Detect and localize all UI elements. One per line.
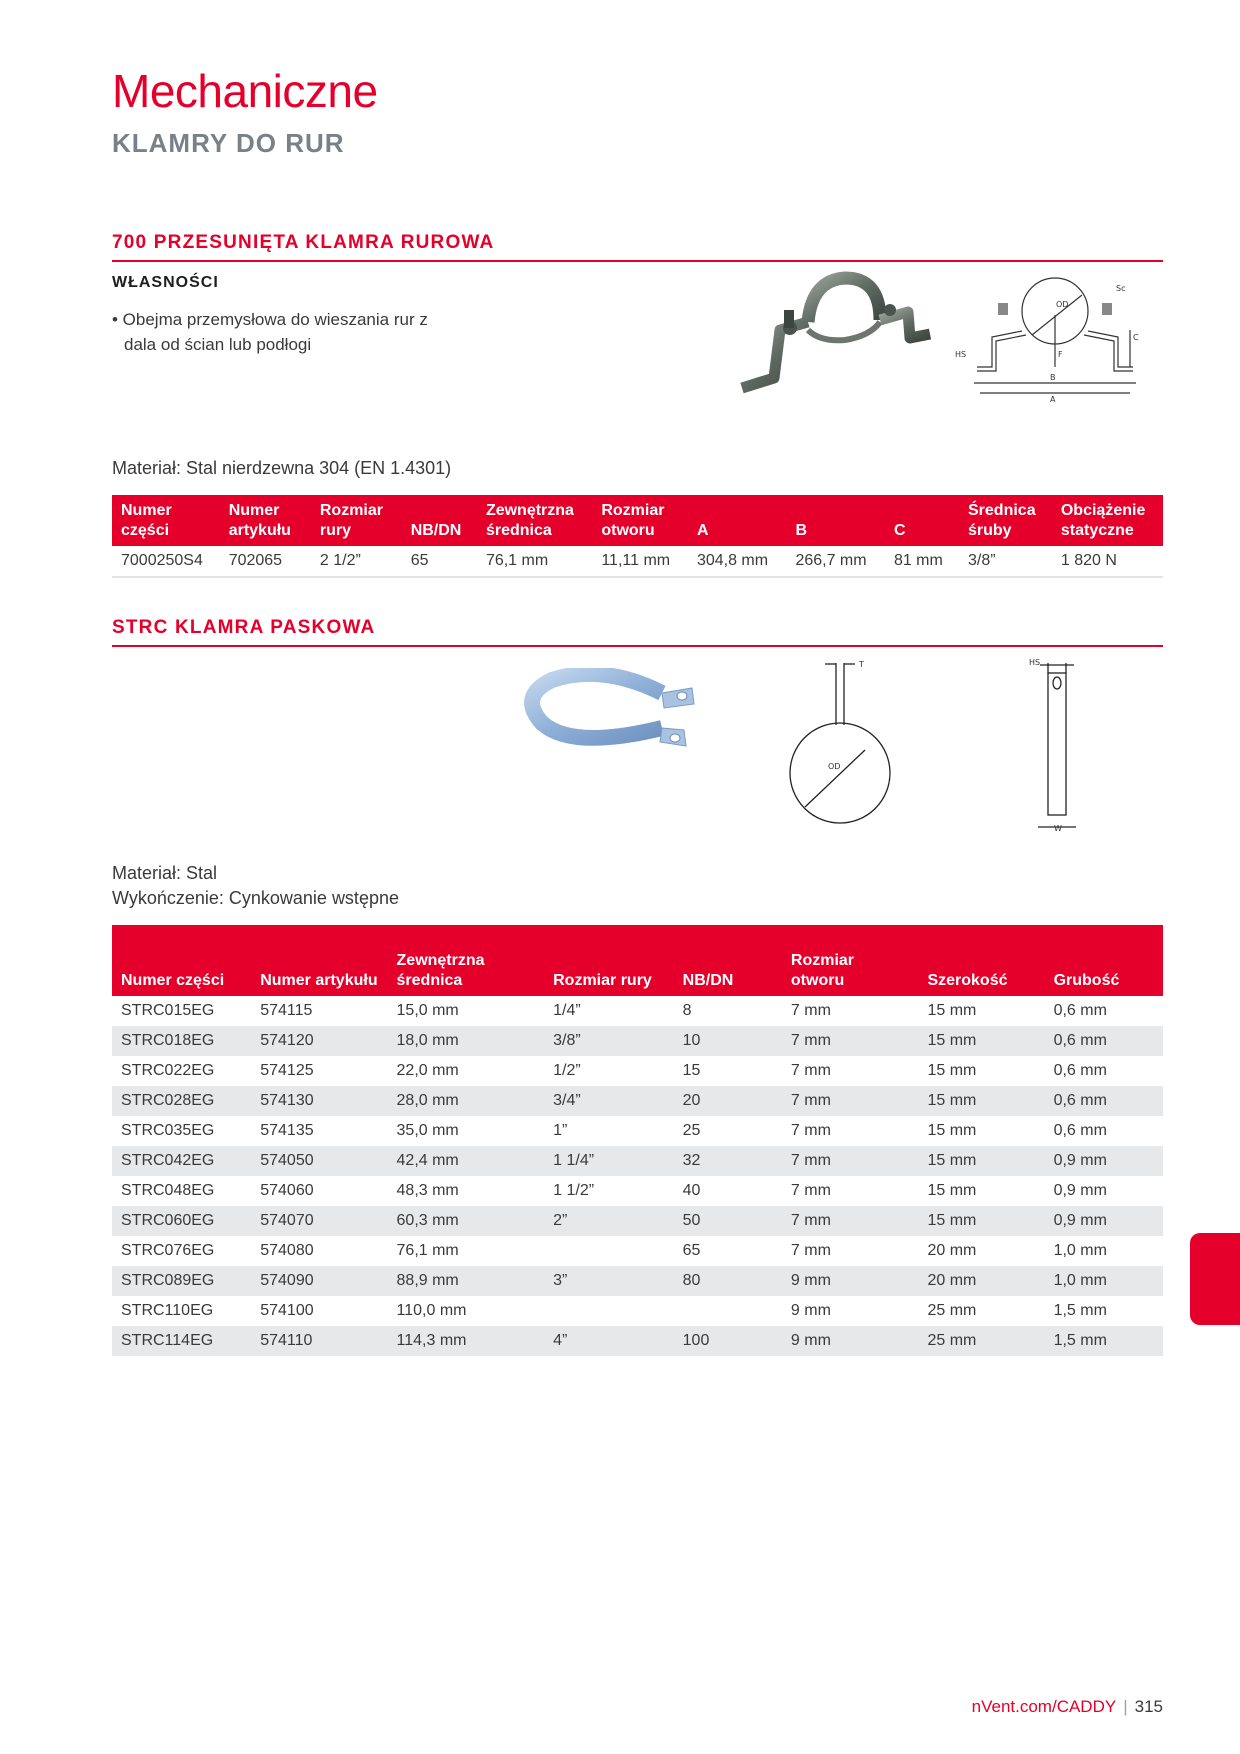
chapter-side-tab bbox=[1190, 1233, 1240, 1325]
drawing-label-c: C bbox=[1133, 333, 1139, 342]
table-cell: 15 mm bbox=[927, 1122, 977, 1139]
table-cell: 1/4” bbox=[553, 1002, 581, 1019]
table-cell: 76,1 mm bbox=[477, 546, 592, 577]
table-cell: 76,1 mm bbox=[396, 1242, 459, 1259]
spec-table-strc bbox=[112, 925, 1163, 1356]
table-cell: 100 bbox=[674, 1326, 782, 1356]
table-cell: 60,3 mm bbox=[388, 1206, 545, 1236]
table-row bbox=[112, 1116, 1163, 1146]
table-cell: 3/4” bbox=[544, 1086, 674, 1116]
drawing-label-t: T bbox=[859, 660, 864, 669]
table-cell: STRC048EG bbox=[121, 1182, 215, 1199]
column-header-line: Rozmiar otworu bbox=[790, 952, 855, 989]
column-header bbox=[112, 495, 220, 546]
table-cell: 574130 bbox=[251, 1086, 387, 1116]
table-cell: 266,7 mm bbox=[786, 546, 885, 577]
column-header-line: Szerokość bbox=[927, 972, 1008, 989]
table-header-row bbox=[112, 925, 1163, 996]
table-cell: STRC060EG bbox=[112, 1206, 251, 1236]
column-header bbox=[544, 925, 674, 996]
table-cell: 3” bbox=[544, 1266, 674, 1296]
column-header-line: Rozmiar bbox=[319, 502, 383, 519]
table-cell: 574125 bbox=[260, 1062, 314, 1079]
column-header-line: Numer bbox=[121, 502, 172, 519]
table-cell: 1,0 mm bbox=[1053, 1242, 1107, 1259]
table-cell: STRC018EG bbox=[112, 1026, 251, 1056]
column-header-line: statyczne bbox=[1060, 522, 1134, 539]
table-cell: 25 mm bbox=[918, 1326, 1044, 1356]
table-cell bbox=[544, 1296, 674, 1326]
drawing-label-f: F bbox=[1058, 350, 1063, 359]
column-header bbox=[885, 495, 959, 546]
column-header bbox=[1052, 495, 1163, 546]
page-title: Mechaniczne bbox=[112, 65, 378, 117]
column-header bbox=[786, 495, 885, 546]
table-cell: STRC042EG bbox=[112, 1146, 251, 1176]
column-header-line: NB/DN bbox=[410, 522, 462, 539]
table-cell: 1 820 N bbox=[1052, 546, 1163, 577]
table-cell: 11,11 mm bbox=[592, 546, 688, 577]
table-row bbox=[112, 1326, 1163, 1356]
table-cell: 0,9 mm bbox=[1045, 1146, 1163, 1176]
footer bbox=[972, 1697, 1163, 1717]
table-cell bbox=[674, 1296, 782, 1326]
table-cell: 1/2” bbox=[553, 1062, 581, 1079]
table-row bbox=[112, 1056, 1163, 1086]
column-header bbox=[592, 495, 688, 546]
offset-pipe-clamp-drawing bbox=[950, 275, 1140, 405]
table-cell: 0,6 mm bbox=[1045, 1086, 1163, 1116]
column-header-line: Rozmiar bbox=[601, 502, 665, 519]
table-cell: 574060 bbox=[260, 1182, 314, 1199]
table-cell: 15 mm bbox=[927, 1182, 977, 1199]
table-cell: 702065 bbox=[220, 546, 311, 577]
table-cell: 574100 bbox=[260, 1302, 314, 1319]
table-cell: 20 mm bbox=[927, 1242, 977, 1259]
table-cell: STRC076EG bbox=[121, 1242, 215, 1259]
column-header bbox=[674, 925, 782, 996]
section-heading-strc: STRC KLAMRA PASKOWA bbox=[112, 617, 1163, 647]
table-cell: 15 mm bbox=[918, 1026, 1044, 1056]
table-cell: 7 mm bbox=[790, 1242, 831, 1259]
drawing-label-od: OD bbox=[1056, 300, 1069, 309]
column-header-line: Średnica bbox=[968, 502, 1036, 519]
table-cell: 8 bbox=[682, 1002, 692, 1019]
table-cell: 3/8” bbox=[544, 1026, 674, 1056]
table-row bbox=[112, 996, 1163, 1026]
table-cell: 9 mm bbox=[782, 1326, 919, 1356]
table-cell: 15 bbox=[682, 1062, 701, 1079]
table-cell: 65 bbox=[682, 1242, 701, 1259]
table-cell: 22,0 mm bbox=[396, 1062, 459, 1079]
drawing-label-hs-strc: HS bbox=[1029, 658, 1041, 667]
column-header-line: śruby bbox=[968, 522, 1012, 539]
drawing-label-w: W bbox=[1054, 824, 1062, 833]
table-cell: 2 1/2” bbox=[311, 546, 402, 577]
table-cell: 40 bbox=[682, 1182, 701, 1199]
table-row bbox=[112, 1086, 1163, 1116]
table-row bbox=[112, 1146, 1163, 1176]
table-cell: STRC035EG bbox=[121, 1122, 215, 1139]
column-header-line: rury bbox=[319, 522, 351, 539]
table-cell: STRC089EG bbox=[112, 1266, 251, 1296]
table-cell: 7000250S4 bbox=[112, 546, 220, 577]
column-header-line: C bbox=[893, 522, 906, 539]
table-cell: 114,3 mm bbox=[388, 1326, 545, 1356]
table-cell: 15 mm bbox=[918, 1206, 1044, 1236]
drawing-label-a: A bbox=[1050, 395, 1056, 404]
drawing-label-sc: Sc bbox=[1116, 284, 1126, 293]
table-cell: 7 mm bbox=[790, 1062, 831, 1079]
page-number: 315 bbox=[1134, 1697, 1163, 1716]
column-header bbox=[112, 925, 251, 996]
table-row bbox=[112, 1176, 1163, 1206]
table-cell: 0,9 mm bbox=[1053, 1182, 1107, 1199]
table-cell: 15 mm bbox=[918, 1146, 1044, 1176]
page-subtitle: KLAMRY DO RUR bbox=[112, 128, 345, 158]
table-cell: 574080 bbox=[260, 1242, 314, 1259]
finish-strc: Wykończenie: Cynkowanie wstępne bbox=[112, 888, 399, 908]
table-cell: 574115 bbox=[260, 1002, 313, 1019]
table-cell: 7 mm bbox=[782, 1026, 919, 1056]
table-cell: 48,3 mm bbox=[396, 1182, 459, 1199]
table-cell: STRC022EG bbox=[121, 1062, 215, 1079]
table-cell: 7 mm bbox=[790, 1182, 831, 1199]
column-header-line: Zewnętrzna bbox=[485, 502, 574, 519]
column-header-line: Grubość bbox=[1053, 972, 1120, 989]
table-row bbox=[112, 1236, 1163, 1266]
drawing-label-hs: HS bbox=[955, 350, 967, 359]
table-cell: 1,0 mm bbox=[1045, 1266, 1163, 1296]
table-row bbox=[112, 1296, 1163, 1326]
offset-pipe-clamp-photo bbox=[730, 270, 940, 400]
table-cell: 9 mm bbox=[782, 1266, 919, 1296]
table-cell: 7 mm bbox=[782, 1086, 919, 1116]
strap-clamp-photo bbox=[522, 668, 702, 768]
table-cell: STRC028EG bbox=[112, 1086, 251, 1116]
table-cell: 0,9 mm bbox=[1045, 1206, 1163, 1236]
table-row bbox=[112, 1026, 1163, 1056]
table-cell: STRC114EG bbox=[112, 1326, 251, 1356]
table-cell: 7 mm bbox=[790, 1122, 831, 1139]
column-header-line: A bbox=[696, 522, 709, 539]
drawing-label-b: B bbox=[1050, 373, 1056, 382]
column-header-line: Numer bbox=[228, 502, 280, 519]
table-cell: 20 bbox=[674, 1086, 782, 1116]
table-cell: 574135 bbox=[260, 1122, 314, 1139]
material-700: Materiał: Stal nierdzewna 304 (EN 1.4301) bbox=[112, 458, 452, 478]
table-cell: 574120 bbox=[251, 1026, 387, 1056]
section-heading-700: 700 PRZESUNIĘTA KLAMRA RUROWA bbox=[112, 232, 1163, 262]
table-cell: 1 1/2” bbox=[553, 1182, 595, 1199]
column-header bbox=[688, 495, 787, 546]
table-cell: 9 mm bbox=[790, 1302, 831, 1319]
column-header-line: średnica bbox=[396, 972, 463, 989]
table-cell: 304,8 mm bbox=[688, 546, 787, 577]
table-cell: 574070 bbox=[251, 1206, 387, 1236]
table-cell: 0,6 mm bbox=[1053, 1002, 1107, 1019]
table-cell: 2” bbox=[544, 1206, 674, 1236]
column-header-line: artykułu bbox=[228, 522, 291, 539]
column-header bbox=[959, 495, 1052, 546]
table-cell: 81 mm bbox=[885, 546, 959, 577]
column-header-line: otworu bbox=[601, 522, 655, 539]
table-cell: 574110 bbox=[251, 1326, 387, 1356]
table-cell: 28,0 mm bbox=[388, 1086, 545, 1116]
table-cell: 574090 bbox=[251, 1266, 387, 1296]
column-header-line: części bbox=[121, 522, 170, 539]
properties-label: WŁASNOŚCI bbox=[112, 274, 219, 291]
column-header-line: Obciążenie bbox=[1060, 502, 1146, 519]
table-cell: 65 bbox=[402, 546, 477, 577]
table-cell: 574050 bbox=[251, 1146, 387, 1176]
table-cell: 1,5 mm bbox=[1045, 1326, 1163, 1356]
table-cell: 4” bbox=[544, 1326, 674, 1356]
table-cell: 15,0 mm bbox=[396, 1002, 459, 1019]
table-cell: 32 bbox=[674, 1146, 782, 1176]
table-cell: 88,9 mm bbox=[388, 1266, 545, 1296]
table-cell bbox=[544, 1236, 674, 1266]
table-cell: 50 bbox=[674, 1206, 782, 1236]
table-cell: 1,5 mm bbox=[1053, 1302, 1107, 1319]
table-cell: 1 1/4” bbox=[544, 1146, 674, 1176]
column-header-line: NB/DN bbox=[682, 972, 734, 989]
column-header-line: Zewnętrzna bbox=[396, 952, 485, 969]
material-strc: Materiał: Stal bbox=[112, 863, 218, 883]
table-cell: 110,0 mm bbox=[396, 1302, 467, 1319]
strap-clamp-front-drawing bbox=[775, 655, 905, 825]
drawing-label-od-strc: OD bbox=[828, 762, 841, 771]
table-cell: 1” bbox=[553, 1122, 568, 1139]
table-cell: 80 bbox=[674, 1266, 782, 1296]
table-row bbox=[112, 1266, 1163, 1296]
table-cell: STRC015EG bbox=[121, 1002, 215, 1019]
column-header bbox=[782, 925, 919, 996]
table-cell: 7 mm bbox=[782, 1146, 919, 1176]
strap-clamp-side-drawing bbox=[1020, 655, 1100, 835]
table-cell: 0,6 mm bbox=[1053, 1062, 1107, 1079]
table-cell: 20 mm bbox=[918, 1266, 1044, 1296]
table-cell: 35,0 mm bbox=[396, 1122, 459, 1139]
column-header bbox=[388, 925, 545, 996]
column-header bbox=[251, 925, 387, 996]
table-cell: STRC110EG bbox=[121, 1302, 214, 1319]
table-cell: 25 bbox=[682, 1122, 701, 1139]
table-cell: 15 mm bbox=[918, 1086, 1044, 1116]
table-cell: 18,0 mm bbox=[388, 1026, 545, 1056]
column-header-line: średnica bbox=[485, 522, 552, 539]
table-row bbox=[112, 546, 1163, 577]
table-cell: 7 mm bbox=[790, 1002, 831, 1019]
table-cell: 10 bbox=[674, 1026, 782, 1056]
column-header bbox=[1045, 925, 1163, 996]
spec-table-700 bbox=[112, 495, 1163, 578]
table-cell: 42,4 mm bbox=[388, 1146, 545, 1176]
table-cell: 0,6 mm bbox=[1045, 1026, 1163, 1056]
table-cell: 15 mm bbox=[927, 1002, 977, 1019]
column-header bbox=[220, 495, 311, 546]
column-header-line: Numer artykułu bbox=[260, 972, 378, 989]
table-row bbox=[112, 1206, 1163, 1236]
feature-bullet: • Obejma przemysłowa do wieszania rur z dala od ścian lub podłogi bbox=[112, 310, 428, 354]
column-header bbox=[402, 495, 477, 546]
footer-separator: | bbox=[1123, 1697, 1128, 1716]
footer-site: nVent.com/CADDY bbox=[971, 1697, 1117, 1716]
table-cell: 15 mm bbox=[927, 1062, 977, 1079]
table-header-row bbox=[112, 495, 1163, 546]
column-header bbox=[311, 495, 402, 546]
table-cell: 25 mm bbox=[927, 1302, 977, 1319]
column-header-line: B bbox=[795, 522, 807, 539]
table-cell: 7 mm bbox=[782, 1206, 919, 1236]
column-header bbox=[477, 495, 592, 546]
table-cell: 0,6 mm bbox=[1053, 1122, 1107, 1139]
table-cell: 3/8” bbox=[959, 546, 1052, 577]
column-header bbox=[918, 925, 1044, 996]
column-header-line: Numer części bbox=[121, 972, 225, 989]
column-header-line: Rozmiar rury bbox=[553, 972, 652, 989]
